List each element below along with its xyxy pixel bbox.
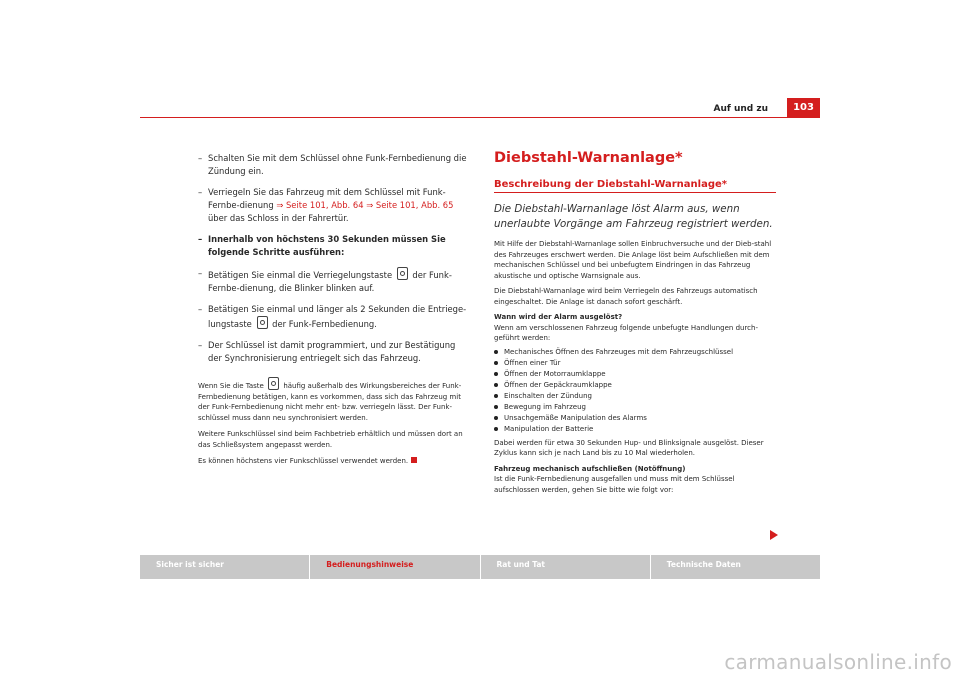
list-item: Öffnen einer Tür — [494, 358, 776, 369]
step-1 — [198, 152, 468, 178]
note-2: Weitere Funkschlüssel sind beim Fachbetrieb erhältlich und müssen dort an das Schließsystem angepasst werden. — [198, 430, 463, 449]
note-text: Wenn Sie die Taste — [198, 382, 267, 390]
step-2 — [198, 186, 468, 225]
tab-sicher-ist-sicher[interactable]: Sicher ist sicher — [140, 555, 309, 579]
right-column — [494, 150, 776, 500]
list-item: Öffnen der Motorraumklappe — [494, 369, 776, 380]
running-header: Auf und zu — [713, 104, 768, 114]
unlock-key-icon — [257, 316, 268, 329]
list-item: Öffnen der Gepäckraumklappe — [494, 380, 776, 391]
header-rule — [140, 117, 820, 118]
step-text-tail: der Funk-Fernbe-dienung, die Blinker blinken auf. — [208, 270, 452, 293]
subsection-rule — [494, 192, 776, 193]
step-text: Betätigen Sie einmal die Verriegelungstaste — [208, 270, 395, 280]
step-text-tail: der Funk-Fernbedienung. — [269, 319, 377, 329]
tab-bedienungshinweise[interactable]: Bedienungshinweise — [310, 555, 479, 579]
lock-key-icon — [397, 267, 408, 280]
cross-reference-link[interactable]: ⇒ Seite 101, Abb. 64 ⇒ Seite 101, Abb. 65 — [276, 200, 454, 210]
step-3 — [198, 233, 468, 259]
subsection-heading: Beschreibung der Diebstahl-Warnanlage* — [494, 179, 728, 190]
note-3 — [198, 456, 468, 467]
step-dash: – — [198, 304, 203, 314]
step-dash: – — [198, 268, 203, 278]
step-text: Verriegeln Sie das Fahrzeug mit dem Schlüssel mit Funk-Fernbe-dienung — [208, 187, 446, 210]
step-text-tail: über das Schloss in der Fahrertür. — [208, 213, 349, 223]
note-text: Es können höchstens vier Funkschlüssel verwendet werden. — [198, 457, 409, 465]
step-text: Betätigen Sie einmal und länger als 2 Sekunden die Entriege-lungstaste — [208, 304, 467, 329]
list-item: Mechanisches Öffnen des Fahrzeuges mit dem Fahrzeugschlüssel — [494, 347, 776, 358]
continue-arrow-icon — [770, 530, 778, 540]
key-button-icon — [268, 377, 279, 390]
subhead-emergency-unlock: Fahrzeug mechanisch aufschließen (Notöffnung) — [494, 464, 686, 473]
step-text: Schalten Sie mit dem Schlüssel ohne Funk-Fernbedienung die Zündung ein. — [208, 153, 467, 176]
tab-rat-und-tat[interactable]: Rat und Tat — [481, 555, 650, 579]
note-text-tail: häufig außerhalb des Wirkungsbereiches der Funk-Fernbedienung betätigen, kann es vorkommen, dass sich das Fahrzeug mit der Funk-Fernbedienung nicht mehr ent- bzw. verriegeln lässt. Der Funk-schlüssel muss dann neu synchronisiert werden. — [198, 382, 462, 422]
subhead-alarm-trigger: Wann wird der Alarm ausgelöst? — [494, 313, 623, 321]
watermark: carmanualsonline.info — [724, 650, 952, 674]
note-1 — [198, 377, 468, 423]
list-item: Unsachgemäße Manipulation des Alarms — [494, 413, 776, 424]
step-dash: – — [198, 187, 203, 197]
footer-nav — [140, 555, 820, 579]
paragraph-4: Dabei werden für etwa 30 Sekunden Hup- und Blinksignale ausgelöst. Dieser Zyklus kann sich je nach Land bis zu 10 Mal wiederholen. — [494, 438, 764, 457]
list-item: Bewegung im Fahrzeug — [494, 402, 776, 413]
paragraph-5: Ist die Funk-Fernbedienung ausgefallen und muss mit dem Schlüssel aufschlossen werden, gehen Sie bitte wie folgt vor: — [494, 475, 735, 494]
step-5 — [198, 303, 468, 331]
section-heading: Diebstahl-Warnanlage* — [494, 150, 683, 166]
step-dash: – — [198, 340, 203, 350]
left-column — [198, 152, 468, 473]
list-item: Manipulation der Batterie — [494, 424, 776, 435]
step-text: Der Schlüssel ist damit programmiert, und zur Bestätigung der Synchronisierung entriegelt sich das Fahrzeug. — [208, 340, 456, 363]
paragraph-2: Die Diebstahl-Warnanlage wird beim Verriegeln des Fahrzeugs automatisch eingeschaltet. Die Anlage ist danach sofort geschärft. — [494, 287, 758, 306]
list-item: Einschalten der Zündung — [494, 391, 776, 402]
page-number: 103 — [787, 98, 820, 118]
section-end-icon — [411, 457, 417, 463]
intro-text: Die Diebstahl-Warnanlage löst Alarm aus, wenn unerlaubte Vorgänge am Fahrzeug registriert werden. — [494, 203, 773, 230]
paragraph-3: Wenn am verschlossenen Fahrzeug folgende unbefugte Handlungen durch-geführt werden: — [494, 323, 758, 342]
tab-technische-daten[interactable]: Technische Daten — [651, 555, 820, 579]
step-dash: – — [198, 153, 203, 163]
step-text: Innerhalb von höchstens 30 Sekunden müssen Sie folgende Schritte ausführen: — [208, 234, 446, 257]
step-6 — [198, 339, 468, 365]
step-4 — [198, 267, 468, 295]
trigger-list — [494, 347, 776, 435]
step-dash: – — [198, 234, 203, 244]
paragraph-1: Mit Hilfe der Diebstahl-Warnanlage sollen Einbruchversuche und der Dieb-stahl des Fahrzeuges erschwert werden. Die Anlage löst beim Aufschließen mit dem mechanischen Schlüssel und bei unbefugtem Eindringen in das Fahrzeug akustische und optische Warnsignale aus. — [494, 240, 772, 280]
